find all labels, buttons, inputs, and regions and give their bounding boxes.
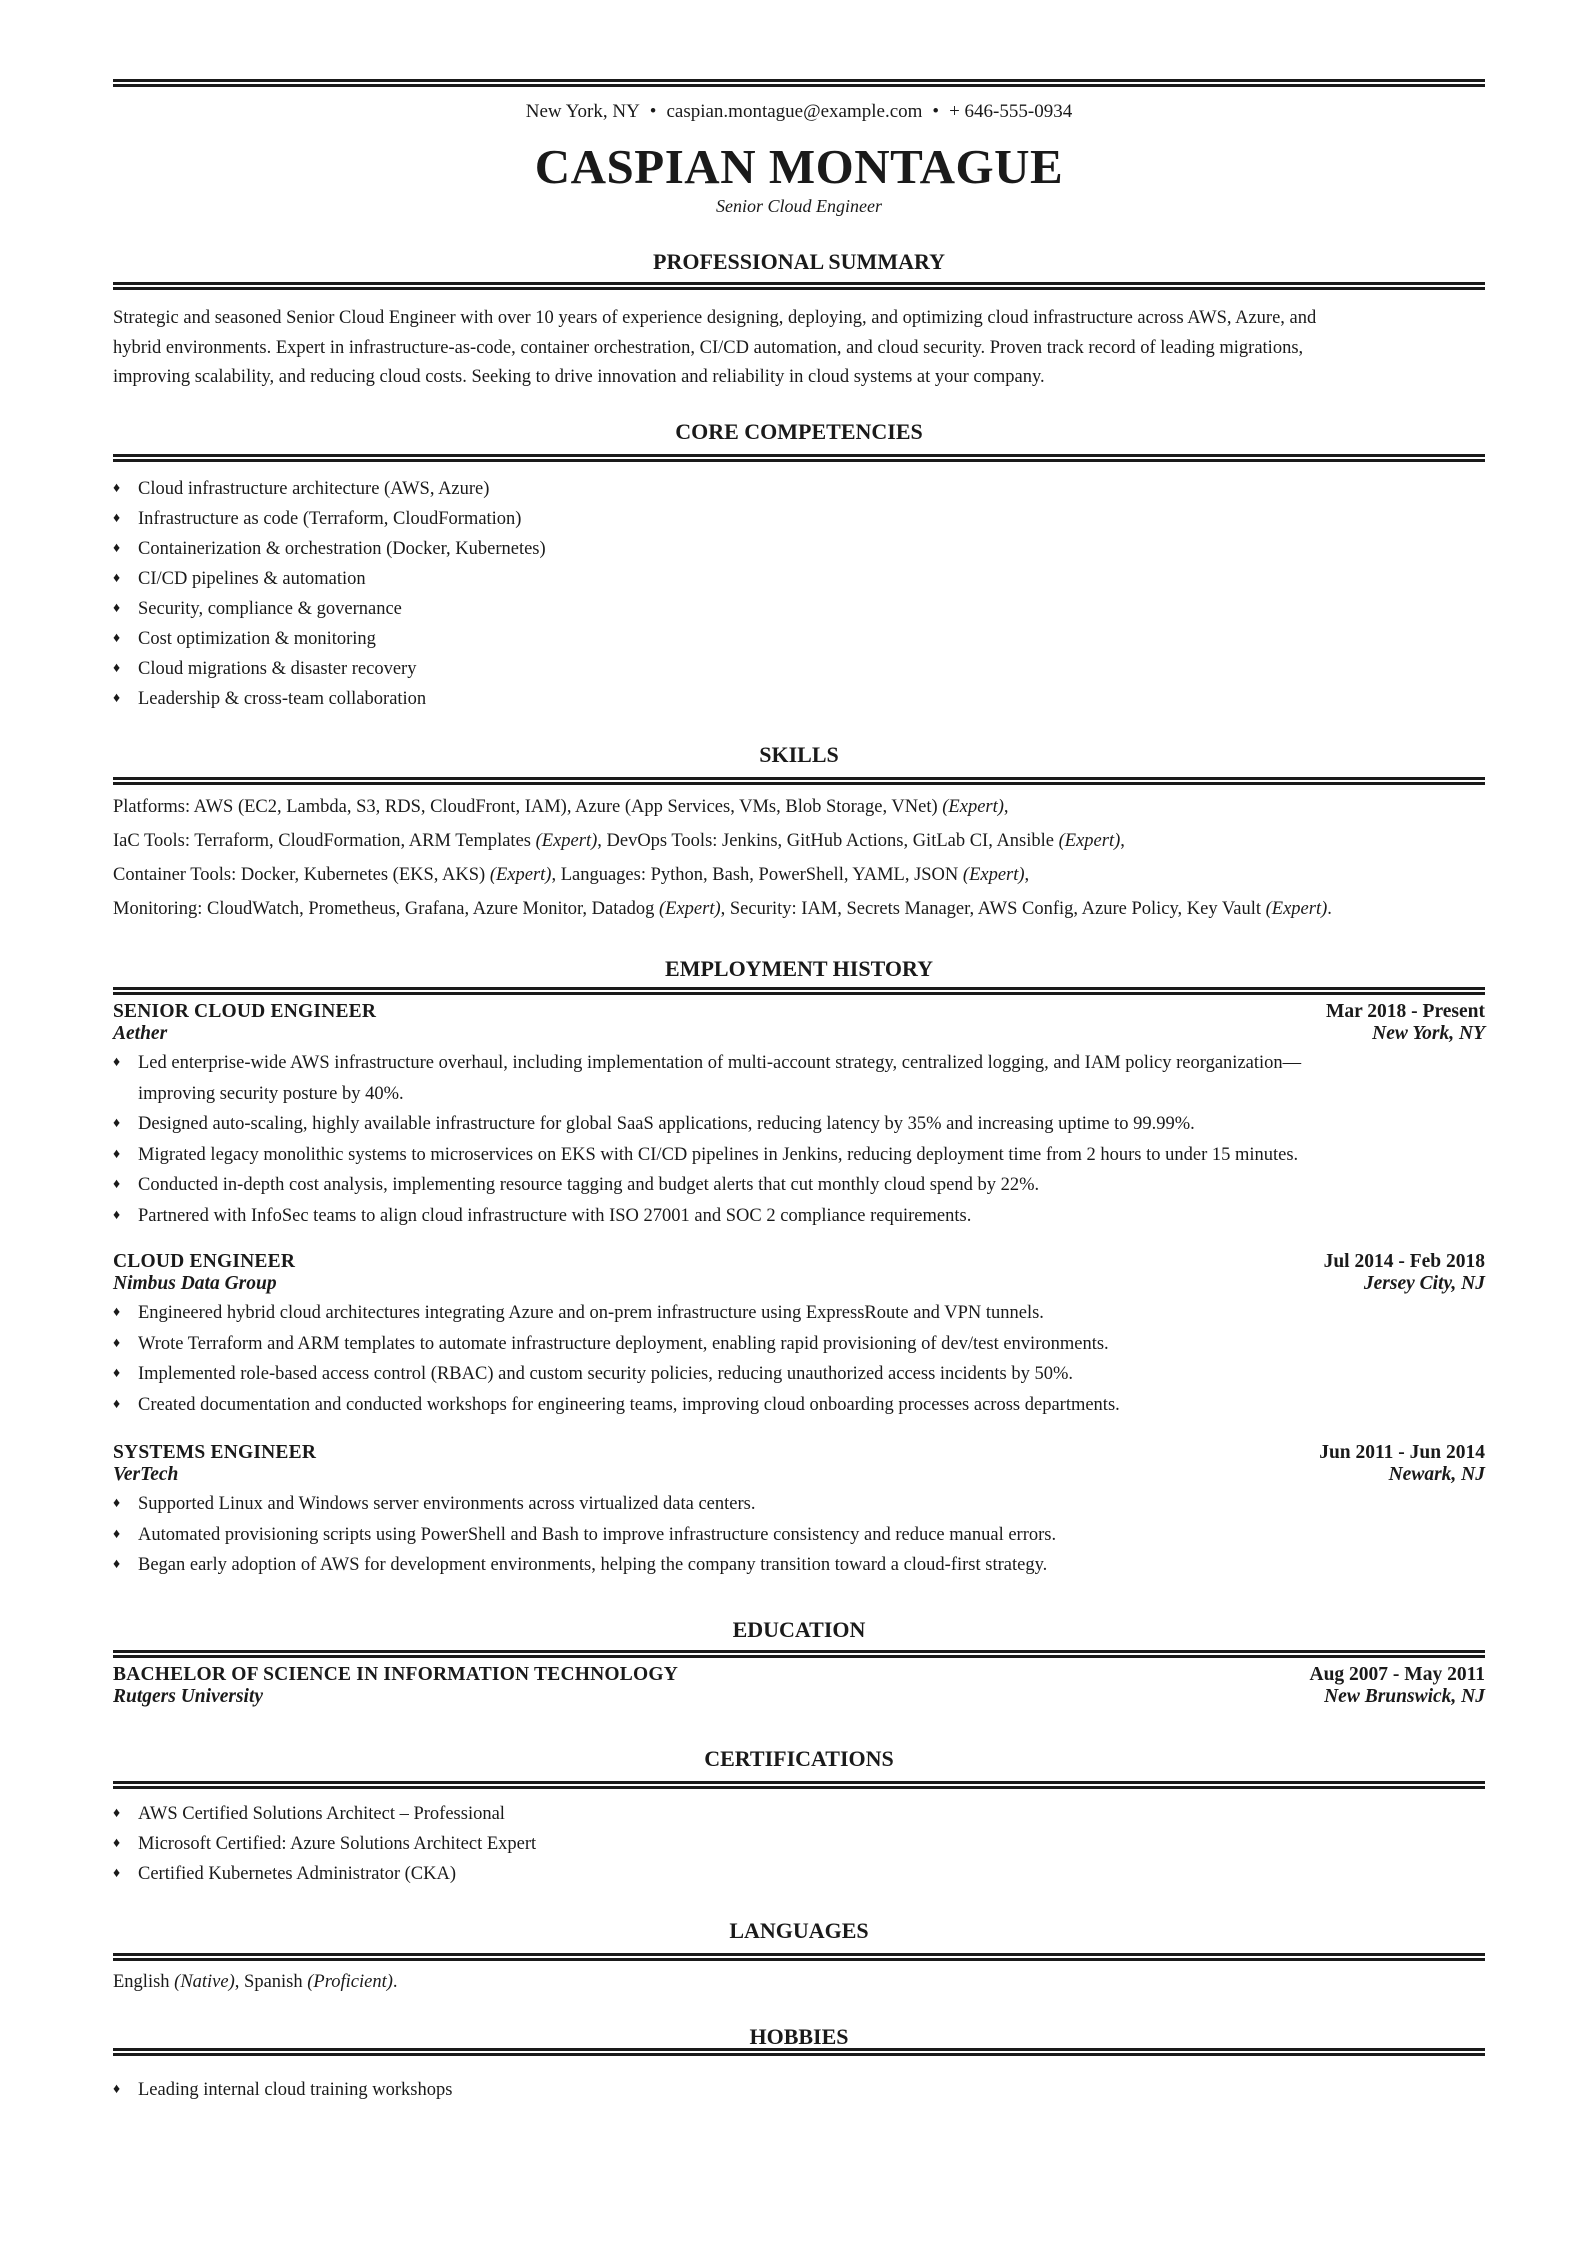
skill-line-iac-devops: IaC Tools: Terraform, CloudFormation, ARM Templates (Expert), DevOps Tools: Jenkins, GitHub Actions, GitLab CI, Ansible (Expert),: [113, 831, 1125, 851]
job-bullets: [113, 1048, 1485, 1231]
list-item: ♦ Created documentation and conducted workshops for engineering teams, improving cloud onboarding processes across departments.: [113, 1390, 1485, 1421]
diamond-bullet-icon: ♦: [113, 1496, 121, 1511]
list-item: ♦ Leading internal cloud training workshops: [113, 2075, 1485, 2105]
languages-line: English (Native), Spanish (Proficient).: [113, 1972, 398, 1992]
list-item: ♦ Conducted in-depth cost analysis, implementing resource tagging and budget alerts that cut monthly cloud spend by 22%.: [113, 1170, 1485, 1201]
diamond-bullet-icon: ♦: [113, 1335, 121, 1351]
section-rule: [113, 987, 1485, 995]
hobbies-list: [113, 2075, 1485, 2105]
section-title-education: EDUCATION: [732, 1617, 866, 1642]
separator-dot: •: [649, 101, 657, 122]
job-header: [113, 1251, 1485, 1273]
section-rule: [113, 1953, 1485, 1961]
language-name: Spanish: [244, 1972, 303, 1992]
section-rule: [113, 282, 1485, 290]
diamond-bullet-icon: ♦: [113, 1557, 121, 1572]
section-title-hobbies: HOBBIES: [749, 2024, 849, 2049]
diamond-bullet-icon: ♦: [113, 1836, 121, 1851]
education-dates: Aug 2007 - May 2011: [1309, 1664, 1485, 1685]
candidate-title: Senior Cloud Engineer: [716, 196, 882, 216]
summary-line: Strategic and seasoned Senior Cloud Engineer with over 10 years of experience designing, deploying, and optimizing cloud infrastructure across AWS, Azure, and: [113, 308, 1317, 328]
diamond-bullet-icon: ♦: [113, 481, 121, 496]
contact-location: New York, NY: [525, 101, 640, 122]
diamond-bullet-icon: ♦: [113, 1526, 121, 1542]
diamond-bullet-icon: ♦: [113, 1806, 121, 1821]
job-company: Nimbus Data Group: [113, 1273, 277, 1294]
contact-line: [113, 101, 1485, 123]
diamond-bullet-icon: ♦: [113, 1305, 121, 1320]
list-item: ♦ Implemented role-based access control (RBAC) and custom security policies, reducing unauthorized access incidents by 50%.: [113, 1359, 1485, 1390]
diamond-bullet-icon: ♦: [113, 1366, 121, 1381]
skill-line-monitoring-security: Monitoring: CloudWatch, Prometheus, Grafana, Azure Monitor, Datadog (Expert), Security: IAM, Secrets Manager, AWS Config, Azure Policy, Key Vault (Expert).: [113, 899, 1332, 919]
diamond-bullet-icon: ♦: [113, 2082, 121, 2097]
section-rule: [113, 454, 1485, 462]
list-item: ♦ Migrated legacy monolithic systems to microservices on EKS with CI/CD pipelines in Jenkins, reducing deployment time from 2 hours to under 15 minutes.: [113, 1140, 1485, 1171]
skill-line-containers-languages: Container Tools: Docker, Kubernetes (EKS, AKS) (Expert), Languages: Python, Bash, PowerShell, YAML, JSON (Expert),: [113, 865, 1030, 885]
skill-line-platforms: Platforms: AWS (EC2, Lambda, S3, RDS, CloudFront, IAM), Azure (App Services, VMs, Blob Storage, VNet) (Expert),: [113, 797, 1009, 817]
job-company: Aether: [113, 1023, 168, 1044]
school-location: New Brunswick, NJ: [1324, 1686, 1485, 1707]
list-item: ♦ Led enterprise-wide AWS infrastructure overhaul, including implementation of multi-account strategy, centralized logging, and IAM policy reorganization— improving security posture by 40%.: [113, 1048, 1485, 1109]
competencies-list: [113, 474, 1485, 714]
section-title-skills: SKILLS: [759, 742, 839, 767]
language-level: (Proficient): [307, 1972, 393, 1992]
list-item: ♦ Partnered with InfoSec teams to align cloud infrastructure with ISO 27001 and SOC 2 compliance requirements.: [113, 1201, 1485, 1232]
section-rule: [113, 1650, 1485, 1658]
job-entry: [113, 1001, 1485, 1231]
list-item: ♦ Engineered hybrid cloud architectures integrating Azure and on-prem infrastructure using ExpressRoute and VPN tunnels.: [113, 1298, 1485, 1329]
job-dates: Jul 2014 - Feb 2018: [1323, 1251, 1485, 1272]
diamond-bullet-icon: ♦: [113, 601, 121, 616]
diamond-bullet-icon: ♦: [113, 1207, 121, 1223]
certifications-list: [113, 1799, 1485, 1889]
candidate-name: CASPIAN MONTAGUE: [534, 139, 1064, 194]
education-header: [113, 1664, 1485, 1686]
diamond-bullet-icon: ♦: [113, 1177, 121, 1192]
summary-line: improving scalability, and reducing cloud costs. Seeking to drive innovation and reliability in cloud systems at your company.: [113, 367, 1045, 387]
list-item: ♦ Designed auto-scaling, highly available infrastructure for global SaaS applications, reducing latency by 35% and increasing uptime to 99.99%.: [113, 1109, 1485, 1140]
contact-email[interactable]: caspian.montague@example.com: [666, 101, 923, 122]
job-dates: Mar 2018 - Present: [1325, 1001, 1485, 1022]
job-bullets: [113, 1489, 1485, 1581]
job-subheader: [113, 1023, 1485, 1045]
list-item: ♦ Began early adoption of AWS for development environments, helping the company transition toward a cloud-first strategy.: [113, 1550, 1485, 1581]
school: Rutgers University: [113, 1686, 264, 1707]
list-item: ♦ Microsoft Certified: Azure Solutions Architect Expert: [113, 1829, 1485, 1859]
diamond-bullet-icon: ♦: [113, 1116, 121, 1131]
section-rule: [113, 2048, 1485, 2056]
job-entry: [113, 1442, 1485, 1581]
separator-dot: •: [932, 101, 940, 122]
language-name: English: [113, 1972, 170, 1992]
job-header: [113, 1001, 1485, 1023]
job-role: CLOUD ENGINEER: [113, 1251, 296, 1272]
job-header: [113, 1442, 1485, 1464]
summary-text: [113, 304, 1485, 393]
list-item: ♦ Cloud infrastructure architecture (AWS, Azure): [113, 474, 1485, 504]
diamond-bullet-icon: ♦: [113, 511, 121, 526]
section-title-employment: EMPLOYMENT HISTORY: [665, 956, 933, 981]
list-item: ♦ Infrastructure as code (Terraform, CloudFormation): [113, 504, 1485, 534]
job-role: SYSTEMS ENGINEER: [113, 1442, 317, 1463]
diamond-bullet-icon: ♦: [113, 691, 121, 706]
language-level: (Native): [174, 1972, 235, 1992]
section-title-competencies: CORE COMPETENCIES: [675, 419, 923, 444]
list-item: ♦ Automated provisioning scripts using PowerShell and Bash to improve infrastructure consistency and reduce manual errors.: [113, 1520, 1485, 1551]
diamond-bullet-icon: ♦: [113, 631, 121, 646]
list-item: ♦ Security, compliance & governance: [113, 594, 1485, 624]
list-item: ♦ Cloud migrations & disaster recovery: [113, 654, 1485, 684]
job-subheader: [113, 1464, 1485, 1486]
diamond-bullet-icon: ♦: [113, 661, 121, 676]
list-item: ♦ Wrote Terraform and ARM templates to automate infrastructure deployment, enabling rapid provisioning of dev/test environments.: [113, 1329, 1485, 1360]
diamond-bullet-icon: ♦: [113, 1146, 121, 1162]
section-title-summary: PROFESSIONAL SUMMARY: [653, 249, 945, 274]
job-entry: [113, 1251, 1485, 1420]
education-subheader: [113, 1686, 1485, 1708]
degree: BACHELOR OF SCIENCE IN INFORMATION TECHNOLOGY: [113, 1664, 678, 1685]
summary-line: hybrid environments. Expert in infrastructure-as-code, container orchestration, CI/CD automation, and cloud security. Proven track record of leading migrations,: [113, 337, 1304, 358]
list-item: ♦ Supported Linux and Windows server environments across virtualized data centers.: [113, 1489, 1485, 1520]
diamond-bullet-icon: ♦: [113, 571, 121, 586]
list-item: ♦ AWS Certified Solutions Architect – Professional: [113, 1799, 1485, 1829]
education-entry: [113, 1664, 1485, 1708]
list-item: ♦ Containerization & orchestration (Docker, Kubernetes): [113, 534, 1485, 564]
job-bullets: [113, 1298, 1485, 1420]
diamond-bullet-icon: ♦: [113, 1055, 121, 1070]
list-item: ♦ Leadership & cross-team collaboration: [113, 684, 1485, 714]
skills-block: [113, 790, 1485, 926]
job-location: Jersey City, NJ: [1363, 1273, 1485, 1294]
diamond-bullet-icon: ♦: [113, 1866, 121, 1881]
job-subheader: [113, 1273, 1485, 1295]
job-role: SENIOR CLOUD ENGINEER: [113, 1001, 377, 1022]
job-company: VerTech: [113, 1464, 179, 1485]
job-dates: Jun 2011 - Jun 2014: [1319, 1442, 1485, 1463]
section-rule: [113, 1781, 1485, 1789]
contact-phone[interactable]: + 646-555-0934: [949, 101, 1073, 122]
diamond-bullet-icon: ♦: [113, 1396, 121, 1412]
list-item: ♦ Certified Kubernetes Administrator (CKA): [113, 1859, 1485, 1889]
top-rule: [113, 79, 1485, 87]
job-location: New York, NY: [1372, 1023, 1485, 1044]
list-item: ♦ Cost optimization & monitoring: [113, 624, 1485, 654]
section-rule: [113, 777, 1485, 785]
job-location: Newark, NJ: [1388, 1464, 1485, 1485]
list-item: ♦ CI/CD pipelines & automation: [113, 564, 1485, 594]
section-title-certifications: CERTIFICATIONS: [704, 1746, 894, 1771]
diamond-bullet-icon: ♦: [113, 541, 121, 556]
section-title-languages: LANGUAGES: [729, 1918, 869, 1943]
